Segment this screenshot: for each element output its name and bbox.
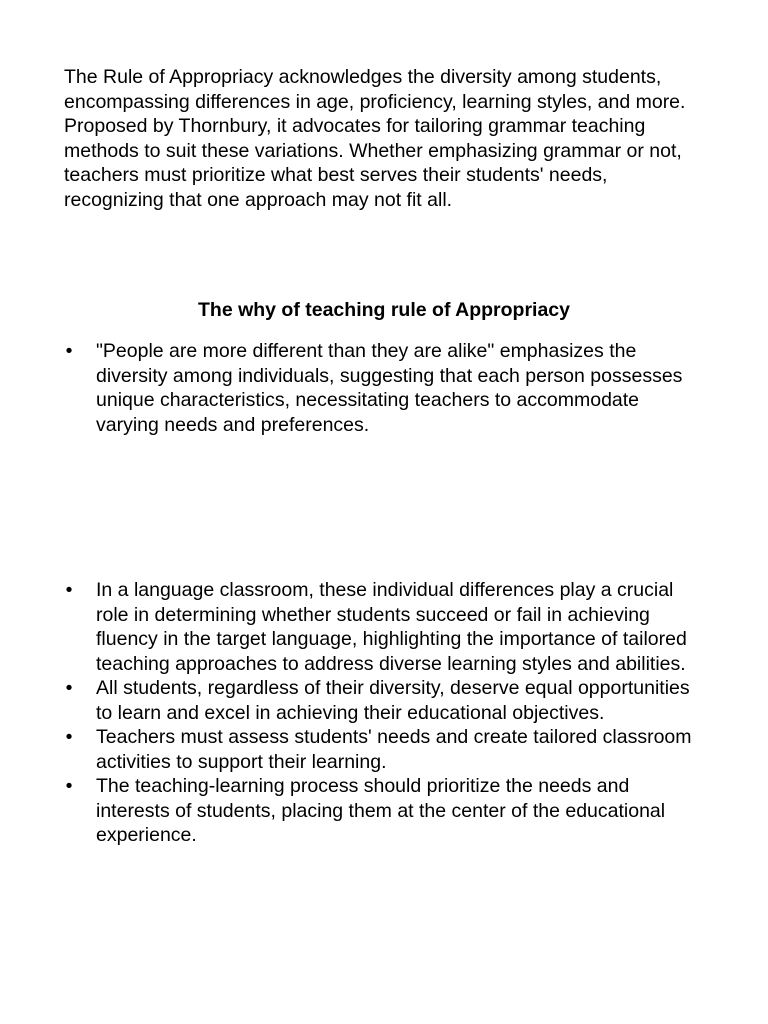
bullet-text: All students, regardless of their diversity, deserve equal opportunities to learn and excel in achieving their educational objectives. — [96, 677, 690, 724]
bullet-text: Teachers must assess students' needs and create tailored classroom activities to support their learning. — [96, 726, 692, 773]
bullet-icon: • — [65, 579, 73, 601]
bullet-list-first — [64, 339, 704, 437]
intro-paragraph: The Rule of Appropriacy acknowledges the diversity among students, encompassing differences in age, proficiency, learning styles, and more. Proposed by Thornbury, it advocates for tailoring grammar teaching methods to suit these variations. Whether emphasizing grammar or not, teachers must prioritize what best serves their students' needs, recognizing that one approach may not fit all. — [64, 66, 686, 211]
bullet-text: The teaching-learning process should prioritize the needs and interests of students, placing them at the center of the educational experience. — [96, 775, 666, 846]
bullet-item — [64, 725, 704, 774]
bullet-item — [64, 339, 704, 437]
bullet-text: In a language classroom, these individual differences play a crucial role in determining whether students succeed or fail in achieving fluency in the target language, highlighting the importance of tailored teaching approaches to address diverse learning styles and abilities. — [96, 579, 687, 675]
bullet-item — [64, 774, 704, 848]
bullet-item — [64, 578, 704, 676]
bullet-icon: • — [65, 677, 73, 699]
bullet-icon: • — [65, 775, 73, 797]
bullet-list-second — [64, 578, 704, 848]
bullet-item — [64, 676, 704, 725]
bullet-text: "People are more different than they are alike" emphasizes the diversity among individuals, suggesting that each person possesses unique characteristics, necessitating teachers to accommodate varying needs and preferences. — [96, 340, 683, 436]
bullet-icon: • — [65, 340, 73, 362]
bullet-icon: • — [65, 726, 73, 748]
section-heading: The why of teaching rule of Appropriacy — [198, 299, 570, 321]
